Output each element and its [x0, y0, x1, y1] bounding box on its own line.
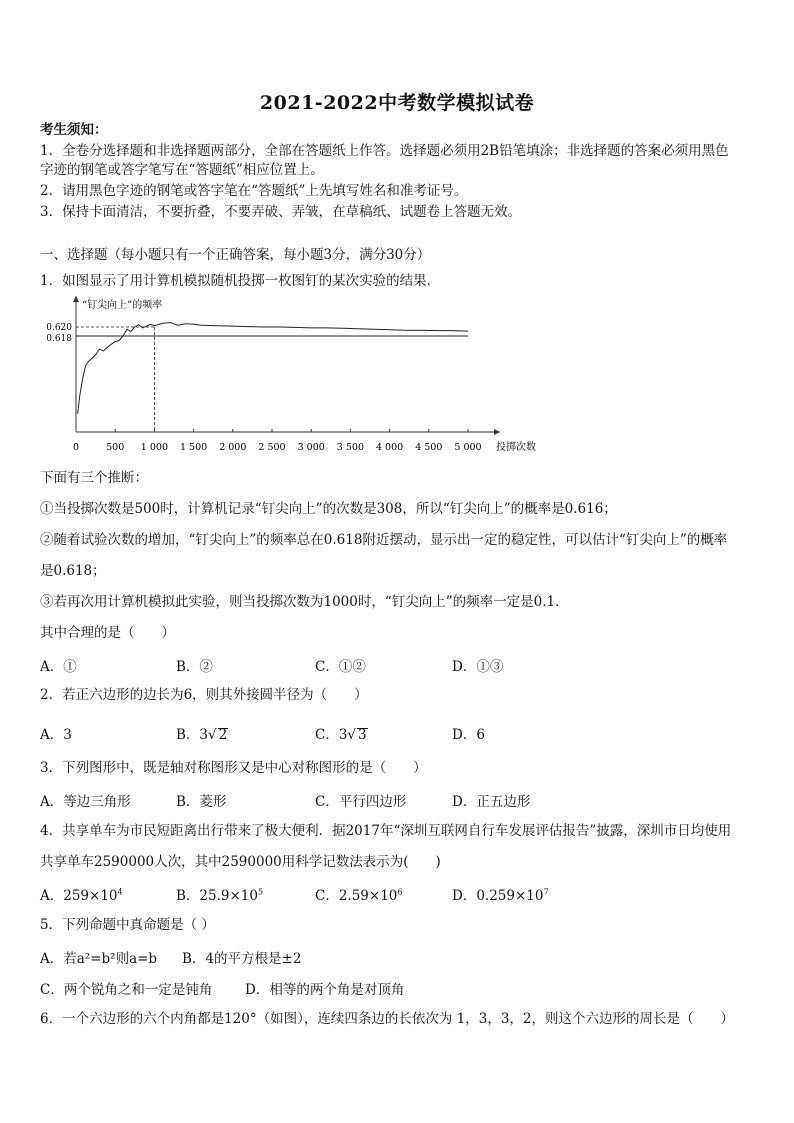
- q5-option-c[interactable]: C．两个锐角之和一定是钝角: [40, 982, 213, 998]
- sqrt-sign-icon: √: [208, 727, 217, 743]
- x-tick-label: 3 500: [336, 442, 365, 453]
- section-heading: 一、选择题（每小题只有一个正确答案，每小题3分，满分30分）: [40, 247, 431, 263]
- x-tick-label: 5 000: [454, 442, 482, 453]
- notice-line-4: 3．保持卡面清洁，不要折叠，不要弄破、弄皱，在草稿纸、试题卷上答题无效。: [40, 204, 522, 220]
- q3-stem: 3．下列图形中，既是轴对称图形又是中心对称图形的是（ ）: [40, 760, 427, 776]
- q4-option-d-exp: 7: [543, 887, 549, 897]
- notice-line-1: 1．全卷分选择题和非选择题两部分，全部在答题纸上作答。选择题必须用2B铅笔填涂；非选择题的答案必须用黑色: [40, 143, 729, 159]
- q3-option-c[interactable]: C．平行四边形: [315, 794, 407, 810]
- q5-option-d[interactable]: D．相等的两个角是对顶角: [245, 982, 405, 998]
- q4-option-d-base: D．0.259×10: [452, 888, 544, 904]
- q4-option-b-base: B．25.9×10: [176, 888, 258, 904]
- notice-line-2: 字迹的钢笔或答字笔写在“答题纸”相应位置上。: [40, 162, 324, 178]
- q2-option-b[interactable]: [176, 723, 228, 743]
- sqrt-sign-icon: √: [347, 727, 357, 743]
- q2-option-b-radicand: 2: [218, 727, 228, 743]
- q4-option-c-exp: 6: [397, 887, 403, 897]
- notice-line-3: 2．请用黑色字迹的钢笔或答字笔在“答题纸”上先填写姓名和准考证号。: [40, 183, 468, 199]
- chart-title: “钉尖向上”的频率: [82, 300, 163, 311]
- x-tick-label: 0: [72, 442, 80, 453]
- y-tick-label: 0.618: [46, 334, 72, 344]
- y-tick-label: 0.620: [46, 323, 72, 333]
- q4-option-c-base: C．2.59×10: [315, 888, 398, 904]
- q2-option-c-radicand: 3: [358, 727, 367, 743]
- q1-option-a[interactable]: A．①: [40, 659, 77, 675]
- q3-option-d[interactable]: D．正五边形: [452, 794, 531, 810]
- q5-option-a[interactable]: A．若a²=b²则a=b: [40, 951, 158, 967]
- q4-option-a-base: A．259×10: [40, 888, 118, 904]
- q6-stem: 6．一个六边形的六个内角都是120°（如图），连续四条边的长依次为 1，3，3，2，则这个六边形的周长是（ ）: [40, 1011, 735, 1027]
- x-tick-label: 1 500: [179, 442, 208, 453]
- q1-option-b[interactable]: B．②: [176, 659, 213, 675]
- q5-option-b[interactable]: B．4的平方根是±2: [182, 951, 302, 967]
- x-tick-label: 500: [106, 442, 125, 453]
- q2-option-c[interactable]: [315, 723, 368, 743]
- x-axis-arrow-icon: [494, 429, 500, 435]
- q2-stem: 2．若正六边形的边长为6，则其外接圆半径为（ ）: [40, 687, 368, 703]
- q4-option-b-exp: 5: [257, 887, 264, 897]
- y-axis-arrow-icon: [73, 296, 79, 302]
- x-tick-label: 4 500: [415, 442, 443, 453]
- x-tick-label: 2 000: [219, 442, 247, 453]
- x-tick-label: 3 000: [297, 442, 325, 453]
- x-tick-label: 4 000: [375, 442, 404, 453]
- q1-statement-3: ③若再次用计算机模拟此实验，则当投掷次数为1000时，“钉尖向上”的频率一定是0.1．: [40, 594, 569, 610]
- q4-option-c[interactable]: [315, 884, 402, 904]
- q1-statement-2a: ②随着试验次数的增加，“钉尖向上”的频率总在0.618附近摆动，显示出一定的稳定性，可以估计“钉尖向上”的概率: [40, 532, 728, 548]
- q1-statement-1: ①当投掷次数是500时，计算机记录“钉尖向上”的次数是308，所以“钉尖向上”的概率是0.616；: [40, 501, 617, 517]
- q4-option-a[interactable]: [40, 884, 123, 904]
- q2-option-a[interactable]: A．3: [40, 727, 72, 743]
- q1-stem: 1．如图显示了用计算机模拟随机投掷一枚图钉的某次实验的结果．: [40, 273, 441, 289]
- chart-axes: [73, 296, 500, 435]
- q4-option-d[interactable]: [452, 884, 549, 904]
- frequency-chart: [40, 294, 550, 458]
- q4-option-b[interactable]: [176, 884, 263, 904]
- x-axis-label: 投掷次数: [496, 442, 536, 453]
- q3-option-a[interactable]: A．等边三角形: [40, 794, 131, 810]
- q2-option-b-label: B．3: [176, 727, 209, 743]
- q3-option-b[interactable]: B．菱形: [176, 794, 227, 810]
- notice-heading: 考生须知：: [40, 122, 108, 138]
- q4-stem-line-1: 4．共享单车为市民短距离出行带来了极大便利．据2017年“深圳互联网自行车发展评估报告”披露，深圳市日均使用: [40, 823, 732, 839]
- q1-question: 其中合理的是（ ）: [40, 625, 175, 641]
- q1-option-d[interactable]: D．①③: [452, 659, 504, 675]
- q2-option-c-label: C．3: [315, 727, 348, 743]
- q5-stem: 5．下列命题中真命题是（ ）: [40, 917, 215, 933]
- x-tick-label: 1 000: [140, 442, 169, 453]
- q1-option-c[interactable]: C．①②: [315, 659, 366, 675]
- q1-intro: 下面有三个推断：: [40, 470, 148, 486]
- q4-stem-line-2: 共享单车2590000人次，其中2590000用科学记数法表示为( ): [40, 854, 441, 870]
- x-tick-label: 2 500: [258, 442, 286, 453]
- q2-option-d[interactable]: D．6: [452, 727, 485, 743]
- q4-option-a-exp: 4: [117, 887, 123, 897]
- q1-statement-2b: 是0.618；: [40, 563, 106, 579]
- page-title: 2021-2022中考数学模拟试卷: [259, 92, 535, 114]
